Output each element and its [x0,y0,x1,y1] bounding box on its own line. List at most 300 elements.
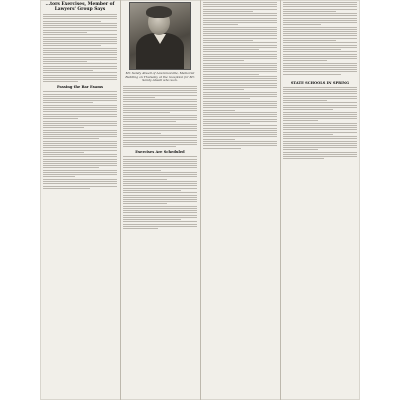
body-paragraph [203,27,277,41]
text-line [283,129,357,130]
text-line [123,221,197,222]
body-paragraph [123,206,197,220]
text-line [123,156,197,157]
text-line [43,154,117,155]
text-line [283,116,357,117]
text-line [283,29,357,30]
text-line [283,145,357,146]
text-line [283,105,357,106]
body-paragraph [43,91,117,103]
text-line [283,6,357,7]
text-line [43,159,117,160]
text-line [43,68,117,69]
text-line [43,111,117,112]
text-line [123,137,197,138]
text-line [203,136,277,137]
text-line [203,114,277,115]
text-line [203,13,277,14]
text-line [43,152,84,153]
body-paragraph [123,86,197,98]
text-line [123,195,197,196]
text-line [203,38,277,39]
text-line [203,4,277,5]
text-line [283,58,357,59]
body-paragraph [123,221,197,229]
text-line [203,143,277,144]
text-line [203,24,238,25]
column-2-body [123,86,197,147]
text-line [203,65,277,66]
text-line [203,76,277,77]
text-line [123,174,197,175]
text-line [283,11,336,12]
column-4-body-2 [283,87,357,160]
text-line [283,114,357,115]
text-line [203,49,259,50]
text-line [43,72,117,73]
body-paragraph [123,181,197,191]
text-line [43,161,117,162]
text-line [123,217,197,218]
text-line [283,109,333,110]
text-line [123,106,197,107]
text-line [203,63,277,64]
text-line [283,74,341,75]
text-line [203,128,277,129]
text-line [203,141,277,142]
body-paragraph [123,99,197,113]
text-line [123,133,161,134]
text-line [43,98,117,99]
text-line [43,179,117,180]
text-line [283,31,357,32]
text-line [123,228,158,229]
body-paragraph [283,87,357,101]
text-line [43,118,78,119]
body-paragraph [43,23,117,33]
text-line [123,104,197,105]
body-paragraph [283,63,357,75]
text-line [43,132,117,133]
text-line [123,117,197,118]
text-line [203,103,277,104]
text-line [283,2,357,3]
text-line [43,138,99,139]
body-paragraph [283,102,357,110]
body-paragraph [203,141,277,149]
text-line [43,96,117,97]
text-line [43,130,117,131]
text-line [43,114,117,115]
text-line [123,124,197,125]
body-paragraph [43,63,117,71]
text-line [43,105,117,106]
text-line [203,42,277,43]
body-paragraph [43,130,117,140]
text-line [283,118,357,119]
text-line [203,74,259,75]
text-line [283,56,357,57]
text-line [123,219,181,220]
text-line [203,125,277,126]
body-paragraph [43,34,117,46]
body-paragraph [43,141,117,153]
body-paragraph [283,136,357,150]
text-line [43,156,117,157]
text-line [123,142,197,143]
text-line [43,134,117,135]
body-paragraph [203,42,277,50]
body-paragraph [43,105,117,119]
text-line [283,47,357,48]
text-line [283,102,357,103]
text-line [43,167,99,168]
text-line [43,125,117,126]
text-line [123,201,197,202]
text-line [123,121,176,122]
text-line [43,43,117,44]
text-line [43,75,117,76]
body-paragraph [283,123,357,135]
text-line [203,2,277,3]
column-4-body [283,2,357,75]
text-line [283,89,357,90]
text-line [43,150,117,151]
text-line [283,154,357,155]
text-line [203,85,277,86]
text-line [283,96,357,97]
text-line [203,6,277,7]
text-line [283,63,357,64]
text-line [43,176,75,177]
text-line [123,161,197,162]
text-line [43,39,117,40]
newspaper-page [40,0,360,400]
text-line [43,41,117,42]
column-1 [43,0,117,190]
text-line [43,70,93,71]
text-line [43,30,117,31]
text-line [123,183,197,184]
text-line [203,89,244,90]
text-line [203,121,277,122]
text-line [43,16,117,17]
text-line [283,136,357,137]
text-line [203,54,277,55]
text-line [283,4,357,5]
text-line [123,99,197,100]
text-line [283,51,357,52]
text-line [203,116,277,117]
text-line [203,22,277,23]
text-line [123,101,197,102]
text-line [203,123,250,124]
text-line [283,65,357,66]
body-paragraph [43,48,117,62]
body-paragraph [283,42,357,50]
text-line [283,134,333,135]
body-paragraph [43,154,117,168]
text-line [123,172,197,173]
text-line [43,54,117,55]
text-line [123,199,197,200]
text-line [283,22,357,23]
text-line [123,190,181,191]
text-line [123,128,197,129]
text-line [123,224,197,225]
text-line [283,24,321,25]
text-line [43,37,117,38]
text-line [203,94,277,95]
text-line [43,107,117,108]
text-line [43,61,87,62]
text-line [203,11,253,12]
body-paragraph [283,27,357,41]
photo-caption: Mr. Sandy Atwell of Lawrenceville, Memorial Building on Thursday at the reception for Mr. Sandy Atwell who won. [125,71,195,83]
text-line [203,31,277,32]
text-line [203,67,277,68]
text-line [43,25,117,26]
text-line [203,60,244,61]
text-line [123,215,197,216]
text-line [283,15,357,16]
text-line [283,60,327,61]
text-line [43,174,117,175]
text-line [283,112,357,113]
text-line [203,47,277,48]
text-line [203,132,277,133]
body-paragraph [283,13,357,25]
text-line [203,56,277,57]
text-line [283,45,357,46]
text-line [123,170,161,171]
text-line [283,125,357,126]
text-line [123,146,176,147]
text-line [283,127,357,128]
text-line [43,136,117,137]
text-line [43,59,117,60]
body-paragraph [203,2,277,12]
text-line [203,40,253,41]
text-line [283,143,357,144]
text-line [43,147,117,148]
text-line [283,158,324,159]
text-line [203,35,277,36]
text-line [203,119,277,120]
text-line [283,100,327,101]
text-line [123,144,197,145]
text-line [43,57,117,58]
text-line [43,34,117,35]
text-line [43,94,117,95]
text-line [123,181,197,182]
text-line [123,86,197,87]
text-line [43,32,87,33]
subhead: Exercises Are Scheduled [135,150,185,155]
text-line [203,83,277,84]
text-line [283,33,357,34]
text-line [43,52,117,53]
body-paragraph [203,125,277,139]
text-line [123,108,197,109]
subhead: STATE SCHOOLS IN SPRING [290,80,350,85]
text-line [43,81,78,82]
body-paragraph [123,172,197,180]
text-line [123,130,197,131]
text-line [283,138,357,139]
text-line [43,123,117,124]
body-paragraph [203,76,277,90]
text-line [123,165,197,166]
text-line [283,87,357,88]
body-paragraph [123,135,197,147]
text-line [203,18,277,19]
text-line [123,206,197,207]
text-line [123,140,197,141]
body-paragraph [123,115,197,123]
column-rule [200,0,201,400]
body-paragraph [43,121,117,129]
text-line [43,27,117,28]
column-rule [120,0,121,400]
text-line [283,93,357,94]
text-line [283,67,357,68]
text-line [123,185,197,186]
text-line [43,141,117,142]
text-line [283,35,357,36]
text-line [283,152,357,153]
text-line [123,197,197,198]
text-line [43,48,117,49]
text-line [283,42,357,43]
text-line [43,79,117,80]
text-line [43,102,93,103]
text-line [203,78,277,79]
column-3 [203,0,277,150]
text-line [203,148,241,149]
text-line [203,20,277,21]
body-paragraph [203,63,277,75]
subhead: Passing the Bar Exams [56,85,104,90]
column-2 [123,0,197,230]
text-line [123,126,197,127]
body-paragraph [283,51,357,61]
text-line [123,119,197,120]
text-line [43,170,117,171]
column-4 [283,0,357,161]
text-line [43,63,117,64]
text-line [123,95,197,96]
text-line [123,88,197,89]
text-line [123,135,197,136]
text-line [283,54,357,55]
text-line [43,23,117,24]
text-line [203,112,277,113]
text-line [43,77,117,78]
text-line [43,100,117,101]
text-line [203,87,277,88]
column-2-body-2 [123,156,197,229]
text-line [123,203,167,204]
text-line [123,210,197,211]
text-line [283,9,357,10]
text-line [123,167,197,168]
text-line [203,71,277,72]
column-rule [280,0,281,400]
text-line [283,18,357,19]
text-line [123,208,197,209]
text-line [123,212,197,213]
text-line [283,27,357,28]
text-line [203,101,277,102]
text-line [203,105,277,106]
text-line [43,109,117,110]
text-line [43,186,117,187]
text-line [203,27,277,28]
text-line [203,139,235,140]
text-line [43,21,101,22]
text-line [283,132,357,133]
text-line [283,38,357,39]
text-line [203,51,277,52]
column-1-body [43,14,117,82]
text-line [43,50,117,51]
text-line [43,14,117,15]
text-line [203,45,277,46]
body-paragraph [203,112,277,124]
text-line [43,143,117,144]
text-line [203,80,277,81]
body-paragraph [203,51,277,61]
text-line [203,96,277,97]
text-line [123,226,197,227]
text-line [203,9,277,10]
body-paragraph [203,92,277,100]
text-line [43,172,117,173]
text-line [283,71,357,72]
column-3-body [203,2,277,149]
text-line [123,179,167,180]
text-line [43,116,117,117]
text-line [203,69,277,70]
text-line [43,163,117,164]
text-line [123,163,197,164]
photo-figure-hair [146,6,172,18]
body-paragraph [203,101,277,111]
text-line [283,13,357,14]
text-line [283,40,336,41]
text-line [203,110,235,111]
text-line [43,45,101,46]
body-paragraph [283,2,357,12]
text-line [203,107,277,108]
text-line [203,33,277,34]
text-line [283,147,357,148]
portrait-photo [129,2,191,70]
text-line [283,141,357,142]
text-line [283,98,357,99]
text-line [283,20,357,21]
text-line [283,49,341,50]
text-line [123,115,197,116]
text-line [283,69,357,70]
text-line [203,92,277,93]
column-1-body-2 [43,91,117,188]
text-line [123,112,170,113]
body-paragraph [43,179,117,189]
text-line [123,110,197,111]
text-line [43,121,117,122]
